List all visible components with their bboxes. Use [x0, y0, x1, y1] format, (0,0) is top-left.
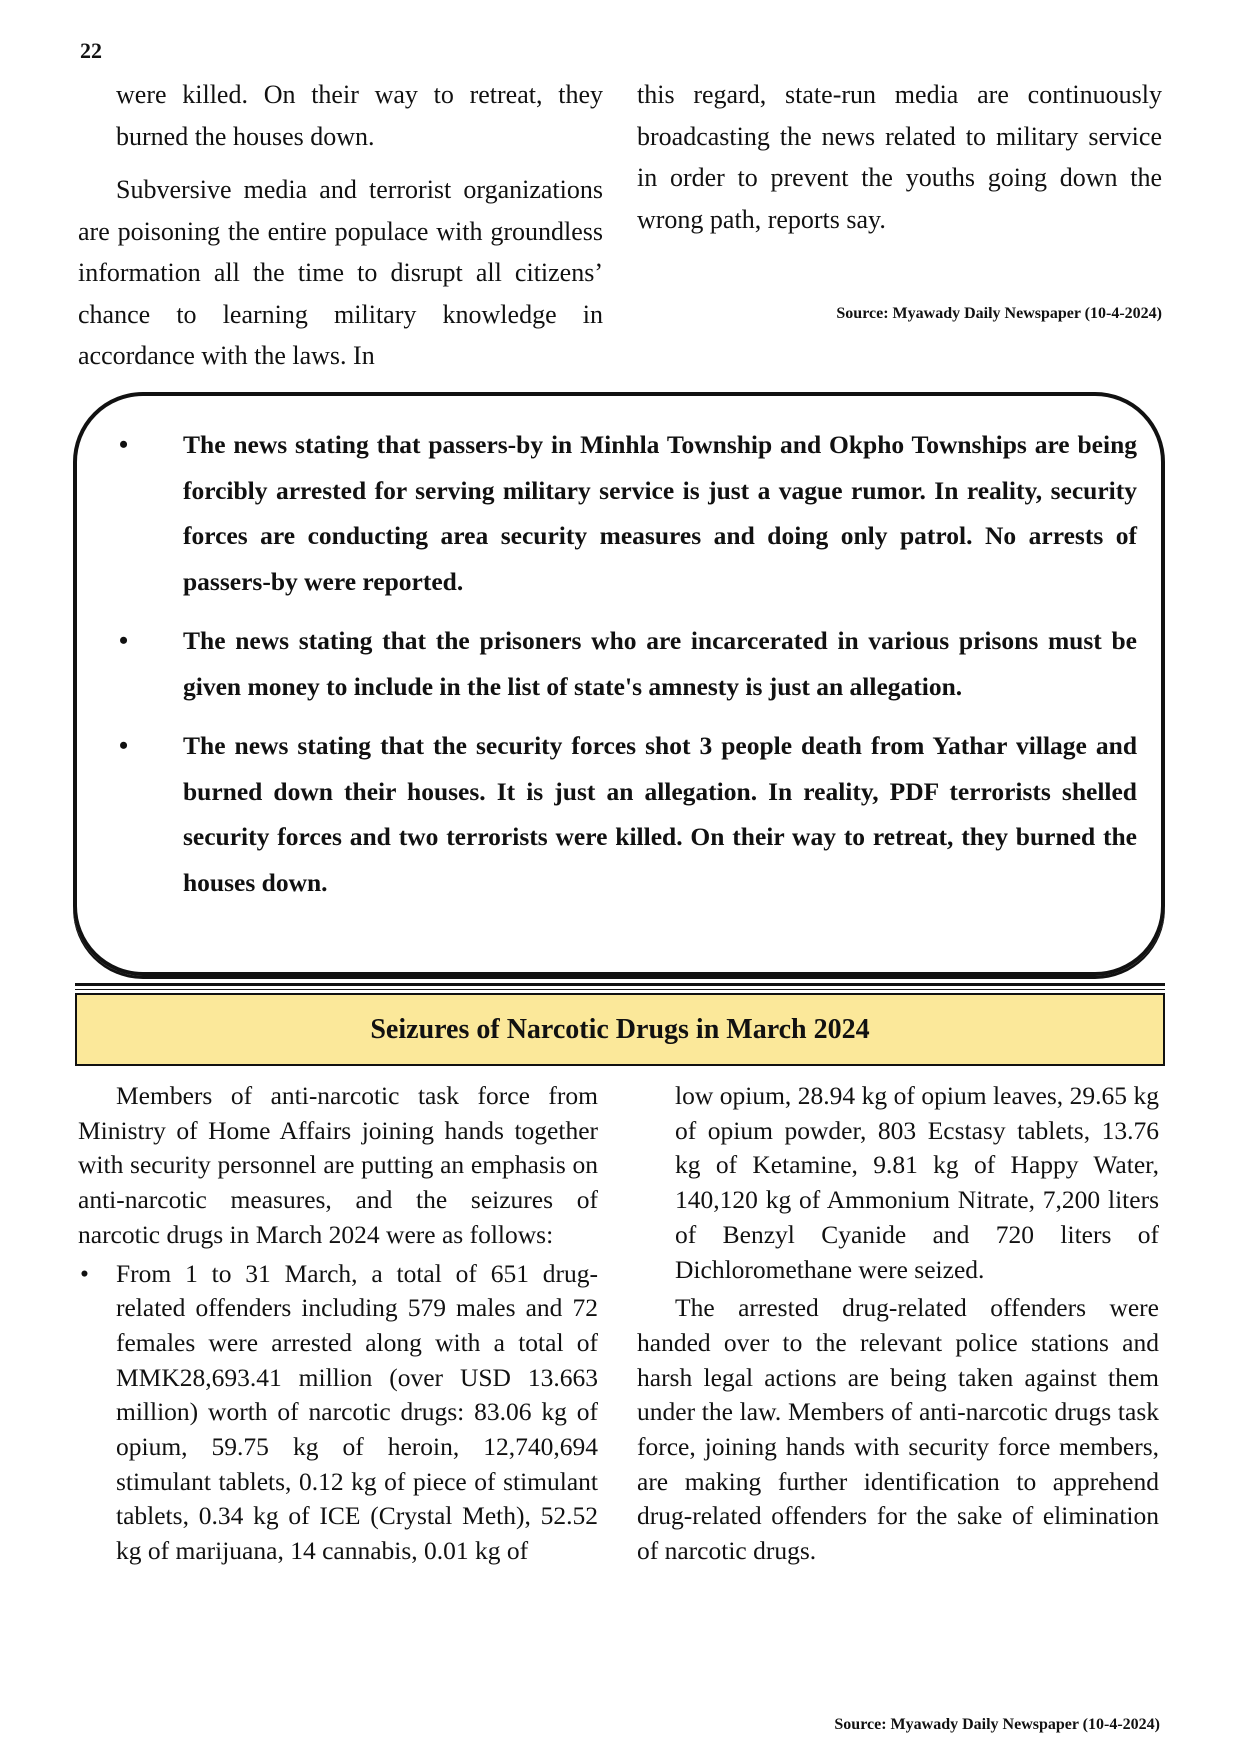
divider-rule: [75, 983, 1165, 986]
fact-item: • The news stating that passers-by in Minhla Township and Okpho Townships are being forcibly arrested for serving military service is just a vague rumor. In reality, security forces are conducting area security measures and doing only patrol. No arrests of passers-by were reported.: [147, 422, 1137, 604]
article1-source: Source: Myawady Daily Newspaper (10-4-2024): [836, 305, 1162, 322]
article2-intro: Members of anti-narcotic task force from Ministry of Home Affairs joining hands together with security personnel are putting an emphasis on anti-narcotic measures, and the seizures of narcotic drugs in March 2024 were as follows:: [78, 1081, 598, 1249]
section-title-banner: [75, 993, 1165, 1066]
article1-right-para-1: this regard, state-run media are continuously broadcasting the news related to military service in order to prevent the youths going down the wrong path, reports say.: [637, 80, 1162, 234]
article2-bullet: • From 1 to 31 March, a total of 651 drug-related offenders including 579 males and 72 females were arrested along with a total of MMK28,693.41 million (over USD 13.663 million) worth of narcotic drugs: 83.06 kg of opium, 59.75 kg of heroin, 12,740,694 stimulant tablets, 0.12 kg of piece of stimulant tablets, 0.34 kg of ICE (Crystal Meth), 52.52 kg of marijuana, 14 cannabis, 0.01 kg of: [78, 1257, 598, 1569]
article1-left-para-1: were killed. On their way to retreat, they burned the houses down.: [116, 80, 603, 151]
article1-left-para-2: Subversive media and terrorist organizations are poisoning the entire populace with groundless information all the time to disrupt all citizens’ chance to learning military knowledge in accordance with the laws. In: [78, 175, 603, 370]
section-title: Seizures of Narcotic Drugs in March 2024: [370, 1013, 870, 1045]
article2-bullet-continuation: low opium, 28.94 kg of opium leaves, 29.65 kg of opium powder, 803 Ecstasy tablets, 13.76 kg of Ketamine, 9.81 kg of Happy Water, 140,120 kg of Ammonium Nitrate, 7,200 liters of Benzyl Cyanide and 720 liters of Dichloromethane were seized.: [675, 1081, 1159, 1284]
article2-source: Source: Myawady Daily Newspaper (10-4-2024): [834, 1716, 1160, 1733]
article1-left-column: [78, 74, 603, 389]
fact-list: [147, 422, 1137, 919]
fact-item: • The news stating that the security forces shot 3 people death from Yathar village and burned down their houses. It is just an allegation. In reality, PDF terrorists shelled security forces and two terrorists were killed. On their way to retreat, they burned the houses down.: [147, 723, 1137, 905]
article1-right-column: [637, 74, 1162, 252]
article2-closing-para: The arrested drug-related offenders were handed over to the relevant police stations and harsh legal actions are being taken against them under the law. Members of anti-narcotic drugs task force, joining hands with security force members, are making further identification to apprehend drug-related offenders for the sake of elimination of narcotic drugs.: [637, 1293, 1159, 1566]
page-number: 22: [80, 38, 102, 63]
article2-right-column: [637, 1079, 1159, 1573]
article2-left-column: [78, 1079, 598, 1573]
fact-item: • The news stating that the prisoners who are incarcerated in various prisons must be given money to include in the list of state's amnesty is just an allegation.: [147, 618, 1137, 709]
fact-box: [73, 392, 1165, 976]
divider-rule-thin: [75, 989, 1165, 990]
